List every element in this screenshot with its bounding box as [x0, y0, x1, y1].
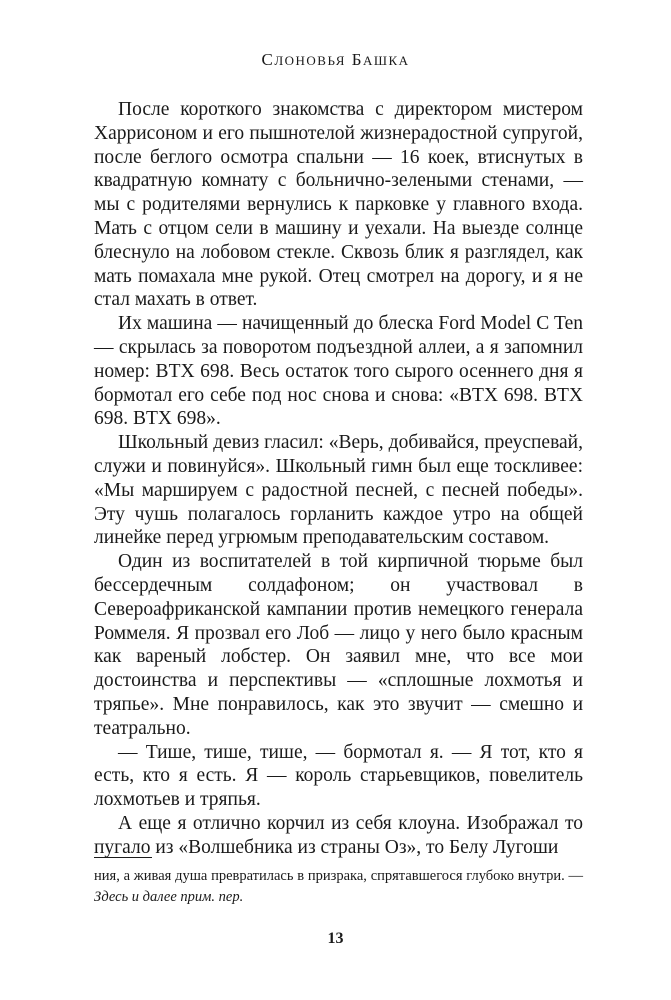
paragraph: Один из воспитателей в той кирпичной тюрьме был бессердечным солдафоном; он участвовал в Североафриканской кампании против немецкого генерала Роммеля. Я прозвал его Лоб — лицо у него было красным как вареный лобстер. Он заявил мне, что все мои достоинства и перспективы — «сплошные лохмотья и тряпье». Мне понравилось, как это звучит — смешно и театрально.: [94, 551, 583, 739]
paragraph: — Тише, тише, тише, — бормотал я. — Я тот, кто я есть, кто я есть. Я — король старьевщиков, повелитель лохмотьев и тряпья.: [94, 741, 583, 811]
footnote-attribution: Здесь и далее прим. пер.: [94, 889, 244, 905]
paragraph: Их машина — начищенный до блеска Ford Model C Ten — скрылась за поворотом подъездной аллеи, а я запомнил номер: BTX 698. Весь остаток того сырого осеннего дня я бормотал его себе под нос снова и снова: «BTX 698. BTX 698. BTX 698».: [94, 313, 583, 430]
paragraph: После короткого знакомства с директором мистером Харрисоном и его пышнотелой жизнерадостной супругой, после беглого осмотра спальни — 16 коек, втиснутых в квадратную комнату с больнично-зелеными стенами, — мы с родителями вернулись к парковке у главного входа. Мать с отцом сели в машину и уехали. На выезде солнце блеснуло на лобовом стекле. Сквозь блик я разглядел, как мать помахала мне рукой. Отец смотрел на дорогу, и я не стал махать в ответ.: [94, 99, 583, 311]
page-number: 13: [327, 930, 344, 947]
footnote: [94, 866, 583, 908]
footnote-rule: [94, 857, 152, 858]
running-head: [0, 50, 671, 70]
body-text: [94, 98, 583, 860]
paragraph: Школьный девиз гласил: «Верь, добивайся, преуспевай, служи и повинуйся». Школьный гимн был еще тоскливее: «Мы маршируем с радостной песней, с песней победы». Эту чушь полагалось горланить каждое утро на общей линейке перед угрюмым преподавательским составом.: [94, 432, 583, 549]
paragraph: А еще я отлично корчил из себя клоуна. Изображал то пугало из «Волшебника из страны Оз», то Белу Лугоши: [94, 812, 583, 858]
footnote-text: ния, а живая душа превратилась в призрака, спрятавшегося глубоко внутри. —: [94, 868, 583, 884]
running-head-word-1: СЛОНОВЬЯ: [261, 50, 346, 69]
running-head-word-2: БАШКА: [351, 50, 410, 69]
